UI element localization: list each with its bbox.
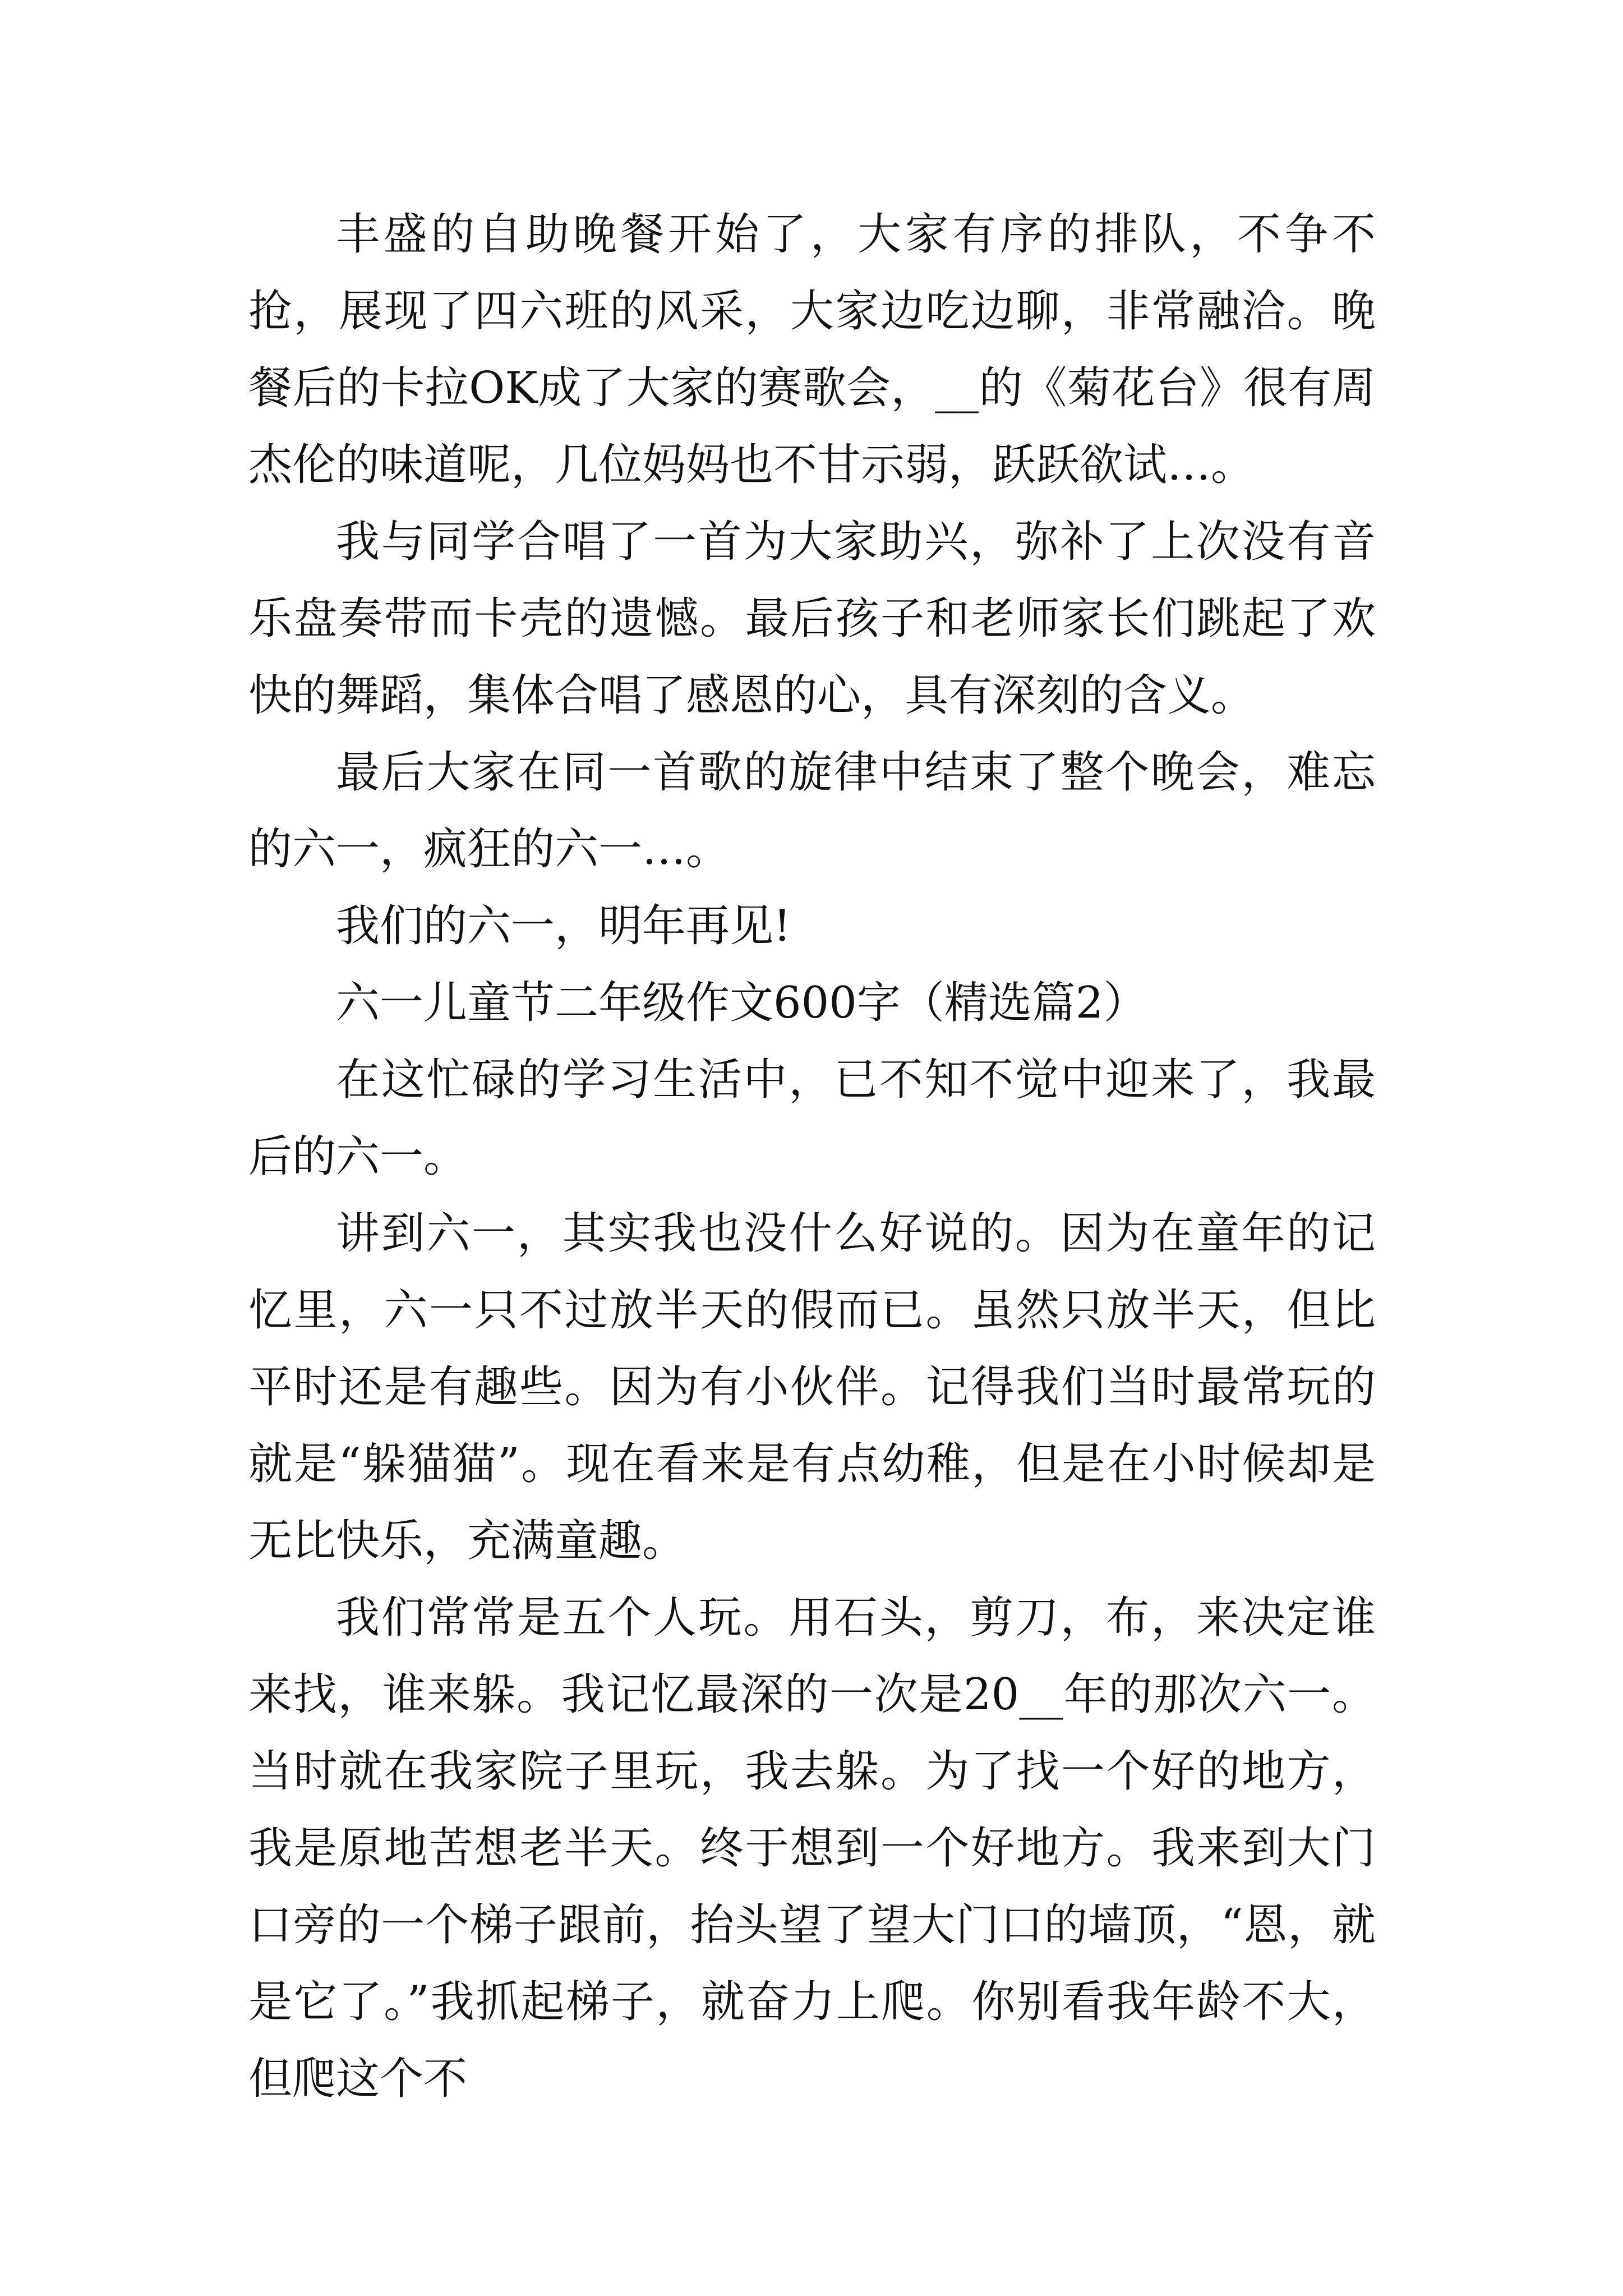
paragraph: 最后大家在同一首歌的旋律中结束了整个晚会，难忘的六一，疯狂的六一…。 xyxy=(248,747,1376,875)
section-heading: 六一儿童节二年级作文600字（精选篇2） xyxy=(336,978,1147,1028)
paragraph: 我们的六一，明年再见! xyxy=(336,901,791,951)
paragraph: 我与同学合唱了一首为大家助兴，弥补了上次没有音乐盘奏带而卡壳的遗憾。最后孩子和老师家长们跳起了欢快的舞蹈，集体合唱了感恩的心，具有深刻的含义。 xyxy=(248,517,1376,721)
paragraph: 丰盛的自助晚餐开始了，大家有序的排队，不争不抢，展现了四六班的风采，大家边吃边聊，非常融洽。晚餐后的卡拉OK成了大家的赛歌会，__的《菊花台》很有周杰伦的味道呢，几位妈妈也不甘示弱，跃跃欲试…。 xyxy=(248,209,1376,490)
paragraph: 在这忙碌的学习生活中，已不知不觉中迎来了，我最后的六一。 xyxy=(248,1055,1376,1182)
paragraph: 讲到六一，其实我也没什么好说的。因为在童年的记忆里，六一只不过放半天的假而已。虽然只放半天，但比平时还是有趣些。因为有小伙伴。记得我们当时最常玩的就是“躲猫猫”。现在看来是有点幼稚，但是在小时候却是无比快乐，充满童趣。 xyxy=(248,1208,1376,1566)
paragraph: 我们常常是五个人玩。用石头，剪刀，布，来决定谁来找，谁来躲。我记忆最深的一次是20__年的那次六一。当时就在我家院子里玩，我去躲。为了找一个好的地方，我是原地苦想老半天。终于想到一个好地方。我来到大门口旁的一个梯子跟前，抬头望了望大门口的墙顶，“恩，就是它了。”我抓起梯子，就奋力上爬。你别看我年龄不大，但爬这个不 xyxy=(248,1593,1376,2104)
document-body xyxy=(248,196,1376,2118)
